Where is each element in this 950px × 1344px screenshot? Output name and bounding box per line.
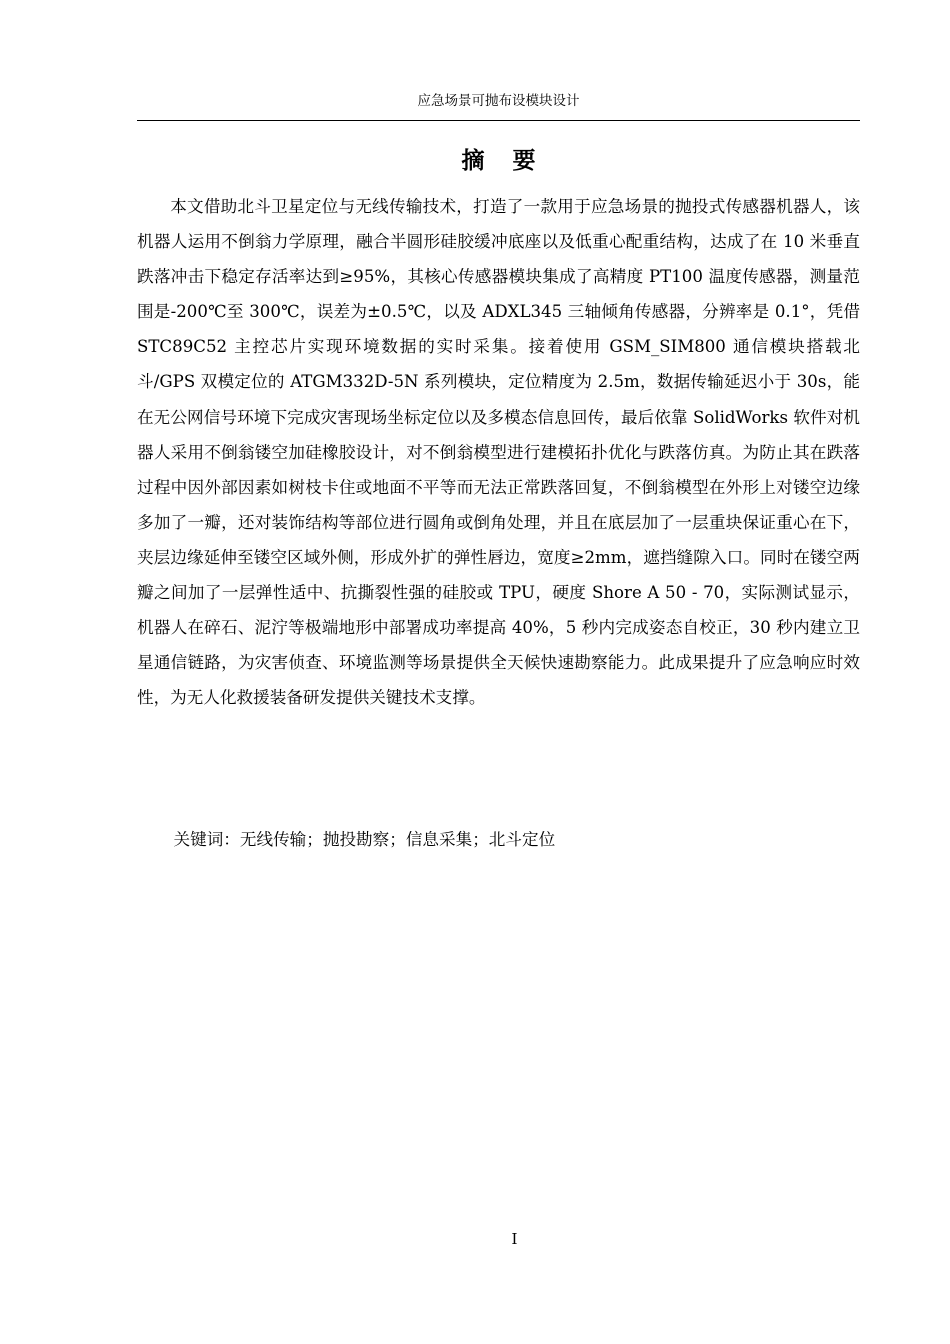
abstract-title: 摘 要 bbox=[461, 148, 546, 174]
running-header bbox=[137, 88, 860, 121]
page-number: I bbox=[511, 1230, 518, 1248]
abstract-body: 本文借助北斗卫星定位与无线传输技术，打造了一款用于应急场景的抛投式传感器机器人，该机器人运用不倒翁力学原理，融合半圆形硅胶缓冲底座以及低重心配重结构，达成了在 10 米垂直跌落冲击下稳定存活率达到≥95%，其核心传感器模块集成了高精度 PT100 温度传感器，测量范围是-200℃至 300℃，误差为±0.5℃，以及 ADXL345 三轴倾角传感器，分辨率是 0.1°，凭借 STC89C52 主控芯片实现环境数据的实时采集。接着使用 GSM_SIM800 通信模块搭载北斗/GPS 双模定位的 ATGM332D-5N 系列模块，定位精度为 2.5m，数据传输延迟小于 30s，能在无公网信号环境下完成灾害现场坐标定位以及多模态信息回传，最后依靠 SolidWorks 软件对机器人采用不倒翁镂空加硅橡胶设计，对不倒翁模型进行建模拓扑优化与跌落仿真。为防止其在跌落过程中因外部因素如树枝卡住或地面不平等而无法正常跌落回复，不倒翁模型在外形上对镂空边缘多加了一瓣，还对装饰结构等部位进行圆角或倒角处理，并且在底层加了一层重块保证重心在下，夹层边缘延伸至镂空区域外侧，形成外扩的弹性唇边，宽度≥2mm，遮挡缝隙入口。同时在镂空两瓣之间加了一层弹性适中、抗撕裂性强的硅胶或 TPU，硬度 Shore A 50 - 70，实际测试显示，机器人在碎石、泥泞等极端地形中部署成功率提高 40%，5 秒内完成姿态自校正，30 秒内建立卫星通信链路，为灾害侦查、环境监测等场景提供全天候快速勘察能力。此成果提升了应急响应时效性，为无人化救援装备研发提供关键技术支撑。 bbox=[137, 197, 860, 708]
running-title: 应急场景可抛布设模块设计 bbox=[417, 93, 580, 109]
keywords-line: 关键词：无线传输；抛投勘察；信息采集；北斗定位 bbox=[173, 830, 556, 849]
